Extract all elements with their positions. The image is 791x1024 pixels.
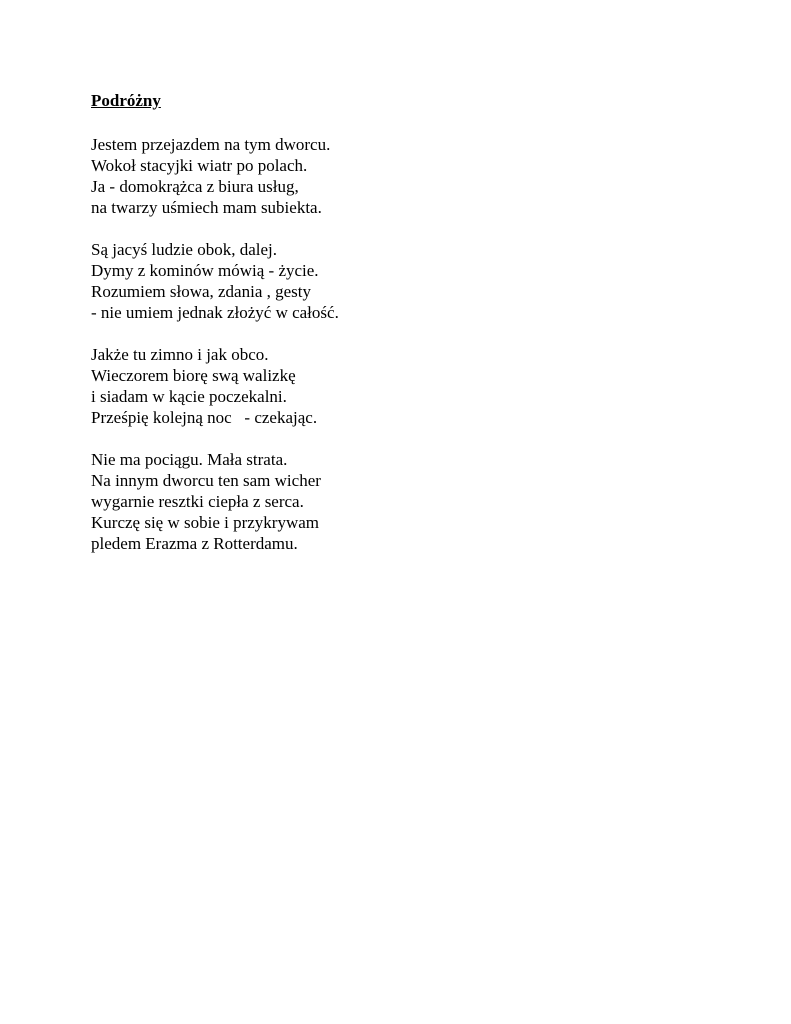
poem-line: wygarnie resztki ciepła z serca. [91, 492, 304, 511]
poem-line: Na innym dworcu ten sam wicher [91, 471, 321, 490]
poem-line: i siadam w kącie poczekalni. [91, 387, 287, 406]
poem-line: pledem Erazma z Rotterdamu. [91, 534, 298, 553]
poem-line: Dymy z kominów mówią - życie. [91, 261, 319, 280]
poem-title: Podróżny [91, 91, 161, 110]
poem-line: na twarzy uśmiech mam subiekta. [91, 198, 322, 217]
poem-line: Rozumiem słowa, zdania , gesty [91, 282, 312, 301]
poem-line: Kurczę się w sobie i przykrywam [91, 513, 320, 532]
stanza-2 [91, 239, 731, 323]
poem-line: Nie ma pociągu. Mała strata. [91, 450, 288, 469]
poem-line: Ja - domokrążca z biura usług, [91, 177, 299, 196]
stanza-3 [91, 344, 731, 428]
document-page [91, 90, 731, 575]
poem-line: Są jacyś ludzie obok, dalej. [91, 240, 278, 259]
stanza-1 [91, 134, 731, 218]
poem-line: Wokoł stacyjki wiatr po polach. [91, 156, 308, 175]
poem-line: Wieczorem biorę swą walizkę [91, 366, 296, 385]
poem-line: Jestem przejazdem na tym dworcu. [91, 135, 331, 154]
stanza-4 [91, 449, 731, 554]
poem-line: Jakże tu zimno i jak obco. [91, 345, 269, 364]
poem-line: - nie umiem jednak złożyć w całość. [91, 303, 339, 322]
poem-line: Prześpię kolejną noc - czekając. [91, 408, 318, 427]
